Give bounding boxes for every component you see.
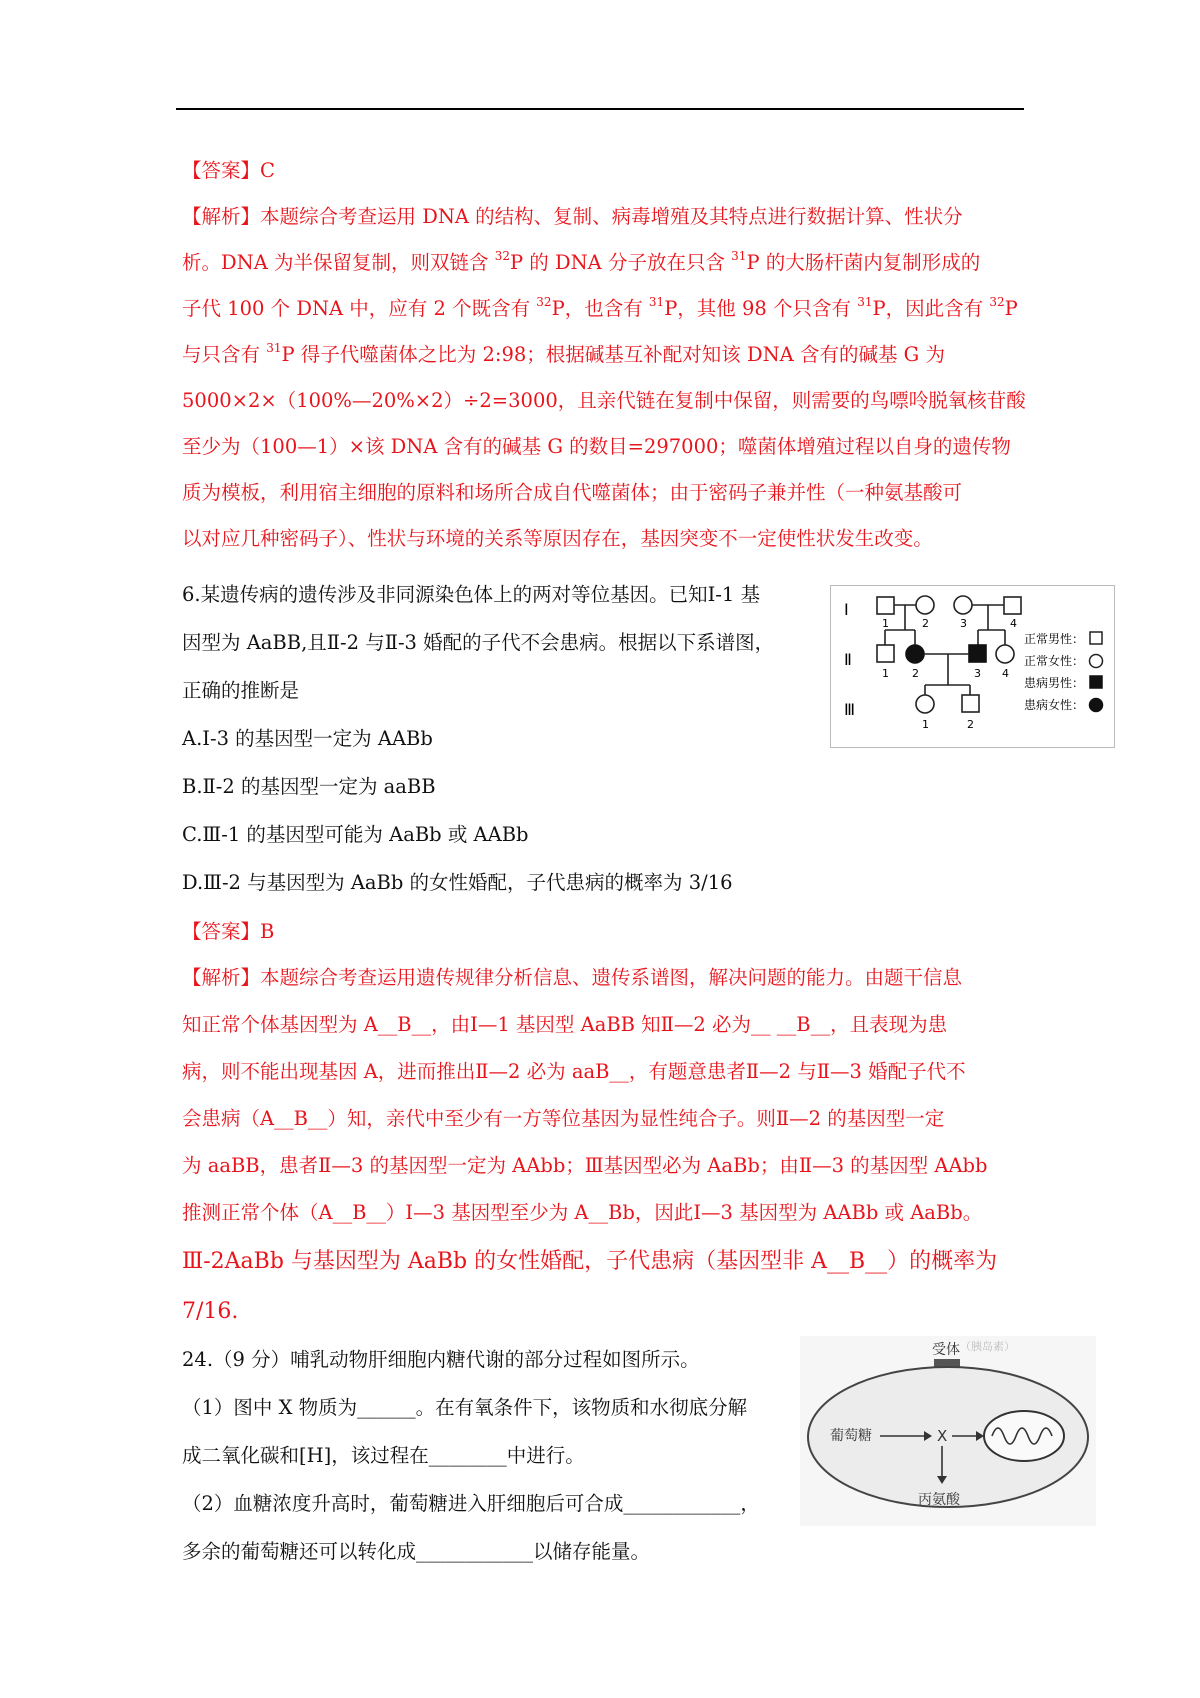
legend-affected-female: 患病女性： <box>1024 698 1085 712</box>
q6-stem-line-1: 6.某遗传病的遗传涉及非同源染色体上的两对等位基因。已知Ⅰ-1 基 <box>182 583 761 606</box>
gen1-num-1: 1 <box>882 617 889 630</box>
x-label: X <box>937 1427 948 1445</box>
q24-part2-line-1: （2）血糖浓度升高时，葡萄糖进入肝细胞后可合成____________， <box>182 1492 760 1515</box>
legend-normal-female: 正常女性： <box>1024 654 1085 668</box>
liver-cell-diagram <box>800 1336 1096 1526</box>
gen1-female-3 <box>954 596 972 614</box>
receptor-block <box>934 1359 960 1367</box>
q24-part2-line-2: 多余的葡萄糖还可以转化成____________以储存能量。 <box>182 1540 651 1563</box>
q24-stem: 24.（9 分）哺乳动物肝细胞内糖代谢的部分过程如图所示。 <box>182 1348 700 1371</box>
gen3-female-1 <box>916 695 934 713</box>
legend-normal-female-symbol <box>1090 655 1103 668</box>
q6-analysis-line-5: 为 aaBB，患者Ⅱ—3 的基因型一定为 AAbb；Ⅲ基因型必为 AaBb；由Ⅱ—3 的基因型 AAbb <box>182 1154 988 1177</box>
gen3-num-1: 1 <box>922 718 929 731</box>
gen1-num-4: 4 <box>1010 617 1017 630</box>
gen-label-3: Ⅲ <box>844 700 856 719</box>
gen-label-2: Ⅱ <box>844 650 852 669</box>
header-rule <box>176 108 1024 110</box>
q5-analysis-line-7: 质为模板，利用宿主细胞的原料和场所合成自代噬菌体；由于密码子兼并性（一种氨基酸可 <box>182 481 963 504</box>
liver-cell-svg <box>800 1336 1096 1526</box>
q6-analysis-line-7: Ⅲ-2AaBb 与基因型为 AaBb 的女性婚配，子代患病（基因型非 A__B__）的概率为 <box>182 1249 998 1274</box>
gen1-male-1 <box>877 597 894 614</box>
glucose-label: 葡萄糖 <box>830 1428 872 1444</box>
gen2-male-1 <box>877 645 894 662</box>
faint-header-text: （胰岛素） <box>960 1340 1015 1353</box>
q5-analysis-line-4: 与只含有 $^{31}$P 得子代噬菌体之比为 2:98；根据碱基互补配对知该 DNA 含有的碱基 G 为 <box>182 341 945 366</box>
gen2-num-2: 2 <box>912 667 919 680</box>
alanine-label: 丙氨酸 <box>918 1492 960 1508</box>
gen2-num-3: 3 <box>974 667 981 680</box>
q6-analysis-line-4: 会患病（A__B__）知，亲代中至少有一方等位基因为显性纯合子。则Ⅱ—2 的基因型一定 <box>182 1107 945 1130</box>
q24-part1-line-1: （1）图中 X 物质为______。在有氧条件下，该物质和水彻底分解 <box>182 1396 748 1419</box>
q5-analysis-line-8: 以对应几种密码子）、性状与环境的关系等原因存在，基因突变不一定使性状发生改变。 <box>182 527 933 550</box>
gen2-num-4: 4 <box>1002 667 1009 680</box>
q6-analysis-line-2: 知正常个体基因型为 A__B__，由Ⅰ—1 基因型 AaBB 知Ⅱ—2 必为__ __B__，且表现为患 <box>182 1013 948 1036</box>
legend-affected-male-symbol <box>1090 676 1102 688</box>
receptor-label: 受体 <box>932 1342 960 1358</box>
q5-analysis-line-2: 析。DNA 为半保留复制，则双链含 $^{32}$P 的 DNA 分子放在只含 $^{31}$P 的大肠杆菌内复制形成的 <box>182 249 981 274</box>
q6-option-d: D.Ⅲ-2 与基因型为 AaBb 的女性婚配，子代患病的概率为 3/16 <box>182 871 733 894</box>
gen3-num-2: 2 <box>967 718 974 731</box>
gen2-male-affected-3 <box>969 645 986 662</box>
pedigree-chart <box>830 585 1120 750</box>
q6-option-c: C.Ⅲ-1 的基因型可能为 AaBb 或 AABb <box>182 823 529 846</box>
q5-analysis-line-3: 子代 100 个 DNA 中，应有 2 个既含有 $^{32}$P，也含有 $^{31}$P，其他 98 个只含有 $^{31}$P，因此含有 $^{32}$P <box>182 295 1018 320</box>
q24-part1-line-2: 成二氧化碳和[H]，该过程在________中进行。 <box>182 1444 585 1467</box>
gen1-female-2 <box>916 596 934 614</box>
q6-stem-line-2: 因型为 AaBB,且Ⅱ-2 与Ⅱ-3 婚配的子代不会患病。根据以下系谱图， <box>182 631 775 654</box>
q6-answer: 【答案】B <box>182 920 275 943</box>
q5-analysis-line-6: 至少为（100—1）×该 DNA 含有的碱基 G 的数目=297000；噬菌体增殖过程以自身的遗传物 <box>182 435 1011 458</box>
legend-normal-male-symbol <box>1090 632 1102 644</box>
q6-analysis-line-1: 【解析】本题综合考查运用遗传规律分析信息、遗传系谱图，解决问题的能力。由题干信息 <box>182 966 963 989</box>
q5-answer: 【答案】C <box>182 159 275 182</box>
q6-option-b: B.Ⅱ-2 的基因型一定为 aaBB <box>182 775 436 798</box>
q6-stem-line-3: 正确的推断是 <box>182 679 300 702</box>
gen1-num-2: 2 <box>922 617 929 630</box>
q6-analysis-line-3: 病，则不能出现基因 A，进而推出Ⅱ—2 必为 aaB__，有题意患者Ⅱ—2 与Ⅱ—3 婚配子代不 <box>182 1060 966 1083</box>
q6-option-a: A.Ⅰ-3 的基因型一定为 AABb <box>182 727 433 750</box>
legend-normal-male: 正常男性： <box>1024 632 1085 646</box>
q6-analysis-line-8: 7/16. <box>182 1299 239 1324</box>
q5-analysis-line-1: 【解析】本题综合考查运用 DNA 的结构、复制、病毒增殖及其特点进行数据计算、性状分 <box>182 205 963 228</box>
pedigree-svg <box>830 585 1120 750</box>
gen1-num-3: 3 <box>960 617 967 630</box>
gen2-num-1: 1 <box>882 667 889 680</box>
gen1-male-4 <box>1004 597 1021 614</box>
gen2-female-affected-2 <box>906 645 924 663</box>
legend-affected-female-symbol <box>1090 699 1103 712</box>
gen3-male-2 <box>962 695 979 712</box>
gen2-female-4 <box>996 645 1014 663</box>
q6-analysis-line-6: 推测正常个体（A__B__）Ⅰ—3 基因型至少为 A__Bb，因此Ⅰ—3 基因型为 AABb 或 AaBb。 <box>182 1201 983 1224</box>
gen-label-1: Ⅰ <box>844 600 849 619</box>
q5-analysis-line-5: 5000×2×（100%—20%×2）÷2=3000，且亲代链在复制中保留，则需要的鸟嘌呤脱氧核苷酸 <box>182 389 1026 412</box>
legend-affected-male: 患病男性： <box>1024 676 1085 690</box>
